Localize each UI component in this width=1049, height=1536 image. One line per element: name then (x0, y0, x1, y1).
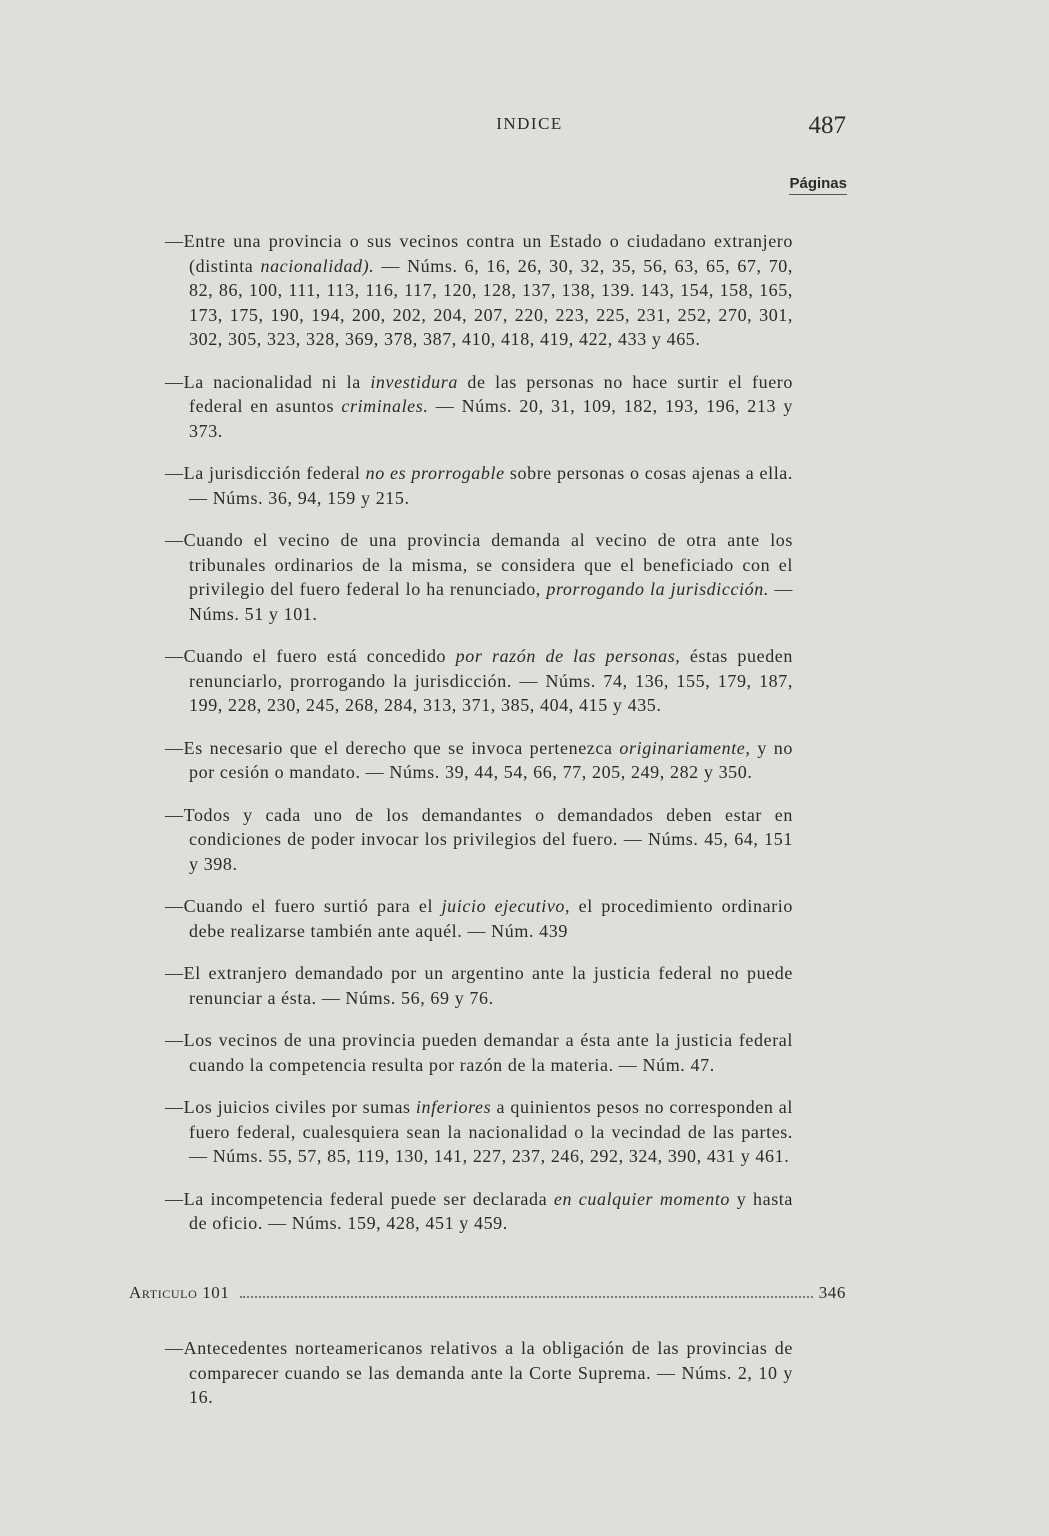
entry-text: —La nacionalidad ni la (165, 371, 371, 392)
index-entry (165, 370, 793, 444)
index-entry (165, 644, 793, 718)
page-number: 487 (808, 112, 846, 139)
entry-text: y no por cesión o mandato. — Núms. 39, 44, 54, 66, 77, 205, 249, 282 y 350. (189, 737, 793, 782)
entry-text: —Cuando el fuero surtió para el (165, 896, 442, 916)
entry-italic-text: investidura (370, 371, 458, 392)
entry-italic-text: prorrogando la jurisdicción. (546, 579, 769, 599)
index-entry (165, 528, 793, 626)
entry-text: — Núms. 20, 31, 109, 182, 193, 196, 213 y 373. (189, 396, 793, 441)
index-entry (165, 803, 793, 877)
index-entry (165, 894, 793, 943)
entry-text: — Núms. 51 y 101. (189, 579, 793, 624)
entry-text: —Cuando el vecino de una provincia demanda al vecino de otra ante los tribunales ordinarios de la misma, se considera que el beneficiado con el privilegio del fuero federal lo ha renunciado, (165, 530, 793, 599)
entry-italic-text: no es prorrogable (365, 463, 505, 483)
entry-text: —El extranjero demandado por un argentino ante la justicia federal no puede renunciar a ésta. — Núms. 56, 69 y 76. (165, 963, 793, 1008)
entry-text: —La jurisdicción federal (165, 463, 366, 483)
entry-text: y hasta de oficio. — Núms. 159, 428, 451 y 459. (189, 1188, 793, 1233)
index-entries-article-101 (165, 1318, 793, 1421)
entry-italic-text: juicio ejecutivo, (441, 896, 571, 916)
entry-text: éstas pueden renunciarlo, prorrogando la jurisdicción. — Núms. 74, 136, 155, 179, 187, 199, 228, 230, 245, 268, 284, 313, 371, 385, 404, 415 y 435. (189, 646, 793, 715)
entry-text: —La incompetencia federal puede ser declarada (165, 1188, 554, 1209)
index-entry (165, 736, 793, 785)
entry-text: —Los juicios civiles por sumas (165, 1097, 416, 1117)
running-title: INDICE (496, 114, 563, 133)
entry-text: — Núms. 6, 16, 26, 30, 32, 35, 56, 63, 65, 67, 70, 82, 86, 100, 111, 113, 116, 117, 120, 128, 137, 138, 139. 143, 154, 158, 165, 173, 175, 190, 194, 200, 202, 204, 207, 220, 223, 225, 231, 252, 270, 301, 302, 305, 323, 328, 369, 378, 387, 410, 418, 419, 422, 433 y 465. (189, 255, 793, 349)
entry-italic-text: por razón de las personas, (455, 646, 681, 666)
entry-text: sobre personas o cosas ajenas a ella. — Núms. 36, 94, 159 y 215. (189, 463, 793, 508)
entry-text: —Entre una provincia o sus vecinos contra un Estado o ciudadano extranjero (distinta (165, 231, 793, 276)
index-entry (165, 1095, 793, 1169)
pages-column-label: Páginas (789, 175, 847, 195)
index-entry (165, 961, 793, 1010)
index-entry (165, 229, 793, 352)
dot-leader (240, 1295, 813, 1298)
entry-italic-text: nacionalidad). (260, 255, 375, 276)
entry-text: de las personas no hace surtir el fuero federal en asuntos (189, 371, 793, 416)
index-entries (165, 211, 793, 1247)
index-entry (165, 1028, 793, 1077)
entry-text: —Antecedentes norteamericanos relativos a la obligación de las provincias de comparecer cuando se las demanda ante la Corte Suprema. — Núms. 2, 10 y 16. (165, 1338, 793, 1407)
index-entry (165, 461, 793, 510)
entry-italic-text: en cualquier momento (553, 1188, 731, 1209)
entry-italic-text: inferiores (415, 1097, 492, 1117)
article-page-number: 346 (818, 1283, 846, 1302)
entry-italic-text: criminales. (341, 396, 429, 416)
article-label: Articulo 101 (129, 1283, 230, 1302)
entry-text: —Todos y cada uno de los demandantes o demandados deben estar en condiciones de poder invocar los privilegios del fuero. — Núms. 45, 64, 151 y 398. (165, 804, 793, 874)
index-entry (165, 1336, 793, 1410)
entry-text: —Los vecinos de una provincia pueden demandar a ésta ante la justicia federal cuando la competencia resulta por razón de la materia. — Núm. 47. (165, 1030, 793, 1075)
entry-text: a quinientos pesos no corresponden al fuero federal, cualesquiera sean la nacionalidad o la vecindad de las partes. — Núms. 55, 57, 85, 119, 130, 141, 227, 237, 246, 292, 324, 390, 431 y 461. (189, 1097, 793, 1166)
article-heading-row (129, 1283, 846, 1303)
entry-italic-text: originariamente, (619, 737, 751, 758)
entry-text: —Es necesario que el derecho que se invoca pertenezca (165, 737, 620, 758)
index-entry (165, 1187, 793, 1236)
entry-text: —Cuando el fuero está concedido (165, 646, 456, 666)
entry-text: el procedimiento ordinario debe realizarse también ante aquél. — Núm. 439 (189, 896, 793, 941)
